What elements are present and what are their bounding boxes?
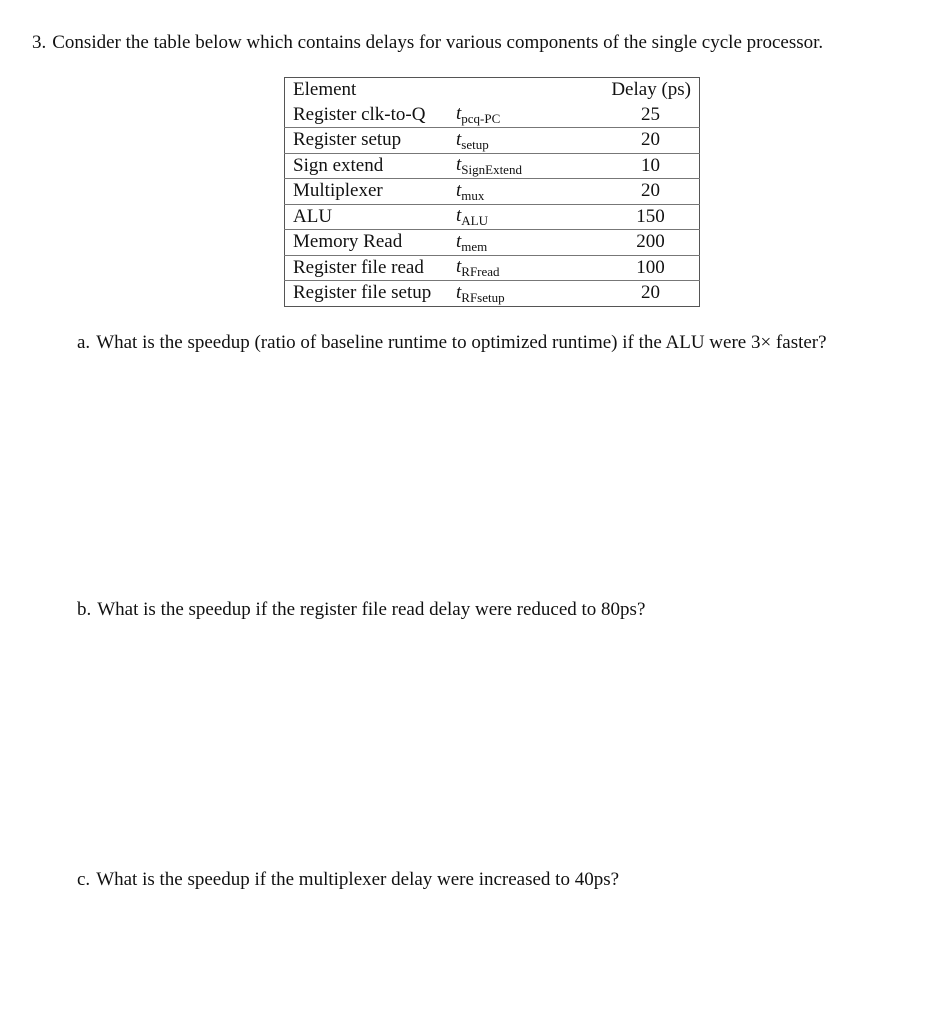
row-delay: 20	[641, 129, 660, 151]
row-delay: 200	[636, 231, 665, 253]
row-delay: 25	[641, 103, 660, 125]
header-element: Element	[293, 79, 357, 101]
problem-number: 3.	[32, 32, 47, 53]
row-element: Register file setup	[293, 282, 432, 304]
row-symbol: $t_{pcq-PC}$	[456, 103, 501, 127]
row-element: Register clk-to-Q	[293, 103, 426, 125]
question-c	[77, 867, 619, 893]
table-row	[285, 128, 700, 154]
row-element: Memory Read	[293, 231, 403, 253]
question-letter: c.	[77, 869, 91, 890]
header-symbol	[456, 78, 566, 103]
delay-table	[284, 77, 700, 307]
row-delay: 100	[636, 256, 665, 278]
table-header-row	[285, 78, 700, 103]
row-delay: 20	[641, 180, 660, 202]
problem-statement	[32, 30, 823, 56]
row-delay: 10	[641, 154, 660, 176]
row-element: Sign extend	[293, 154, 384, 176]
row-symbol: $t_{RFsetup}$	[456, 281, 505, 305]
row-element: ALU	[293, 205, 333, 227]
table-row	[285, 153, 700, 179]
question-letter: b.	[77, 599, 92, 620]
question-a	[77, 330, 827, 356]
row-symbol: $t_{setup}$	[456, 128, 489, 152]
question-b	[77, 597, 645, 623]
table-row	[285, 255, 700, 281]
table-row	[285, 179, 700, 205]
row-delay: 20	[641, 282, 660, 304]
row-element: Register file read	[293, 256, 424, 278]
row-symbol: $t_{SignExtend}$	[456, 154, 522, 178]
header-delay: Delay (ps)	[611, 79, 691, 101]
row-element: Register setup	[293, 129, 402, 151]
row-delay: 150	[636, 205, 665, 227]
question-text: What is the speedup (ratio of baseline runtime to optimized runtime) if the ALU were 3× faster?	[96, 332, 827, 353]
table-row	[285, 204, 700, 230]
table-row	[285, 103, 700, 128]
row-symbol: $t_{ALU}$	[456, 205, 488, 229]
row-symbol: $t_{RFread}$	[456, 256, 500, 280]
row-symbol: $t_{mux}$	[456, 179, 485, 203]
question-letter: a.	[77, 332, 91, 353]
table-row	[285, 230, 700, 256]
table-row	[285, 281, 700, 307]
problem-text: Consider the table below which contains delays for various components of the single cycle processor.	[52, 32, 824, 53]
row-symbol: $t_{mem}$	[456, 230, 488, 254]
row-element: Multiplexer	[293, 180, 383, 202]
question-text: What is the speedup if the multiplexer delay were increased to 40ps?	[96, 869, 620, 890]
question-text: What is the speedup if the register file read delay were reduced to 80ps?	[97, 599, 646, 620]
